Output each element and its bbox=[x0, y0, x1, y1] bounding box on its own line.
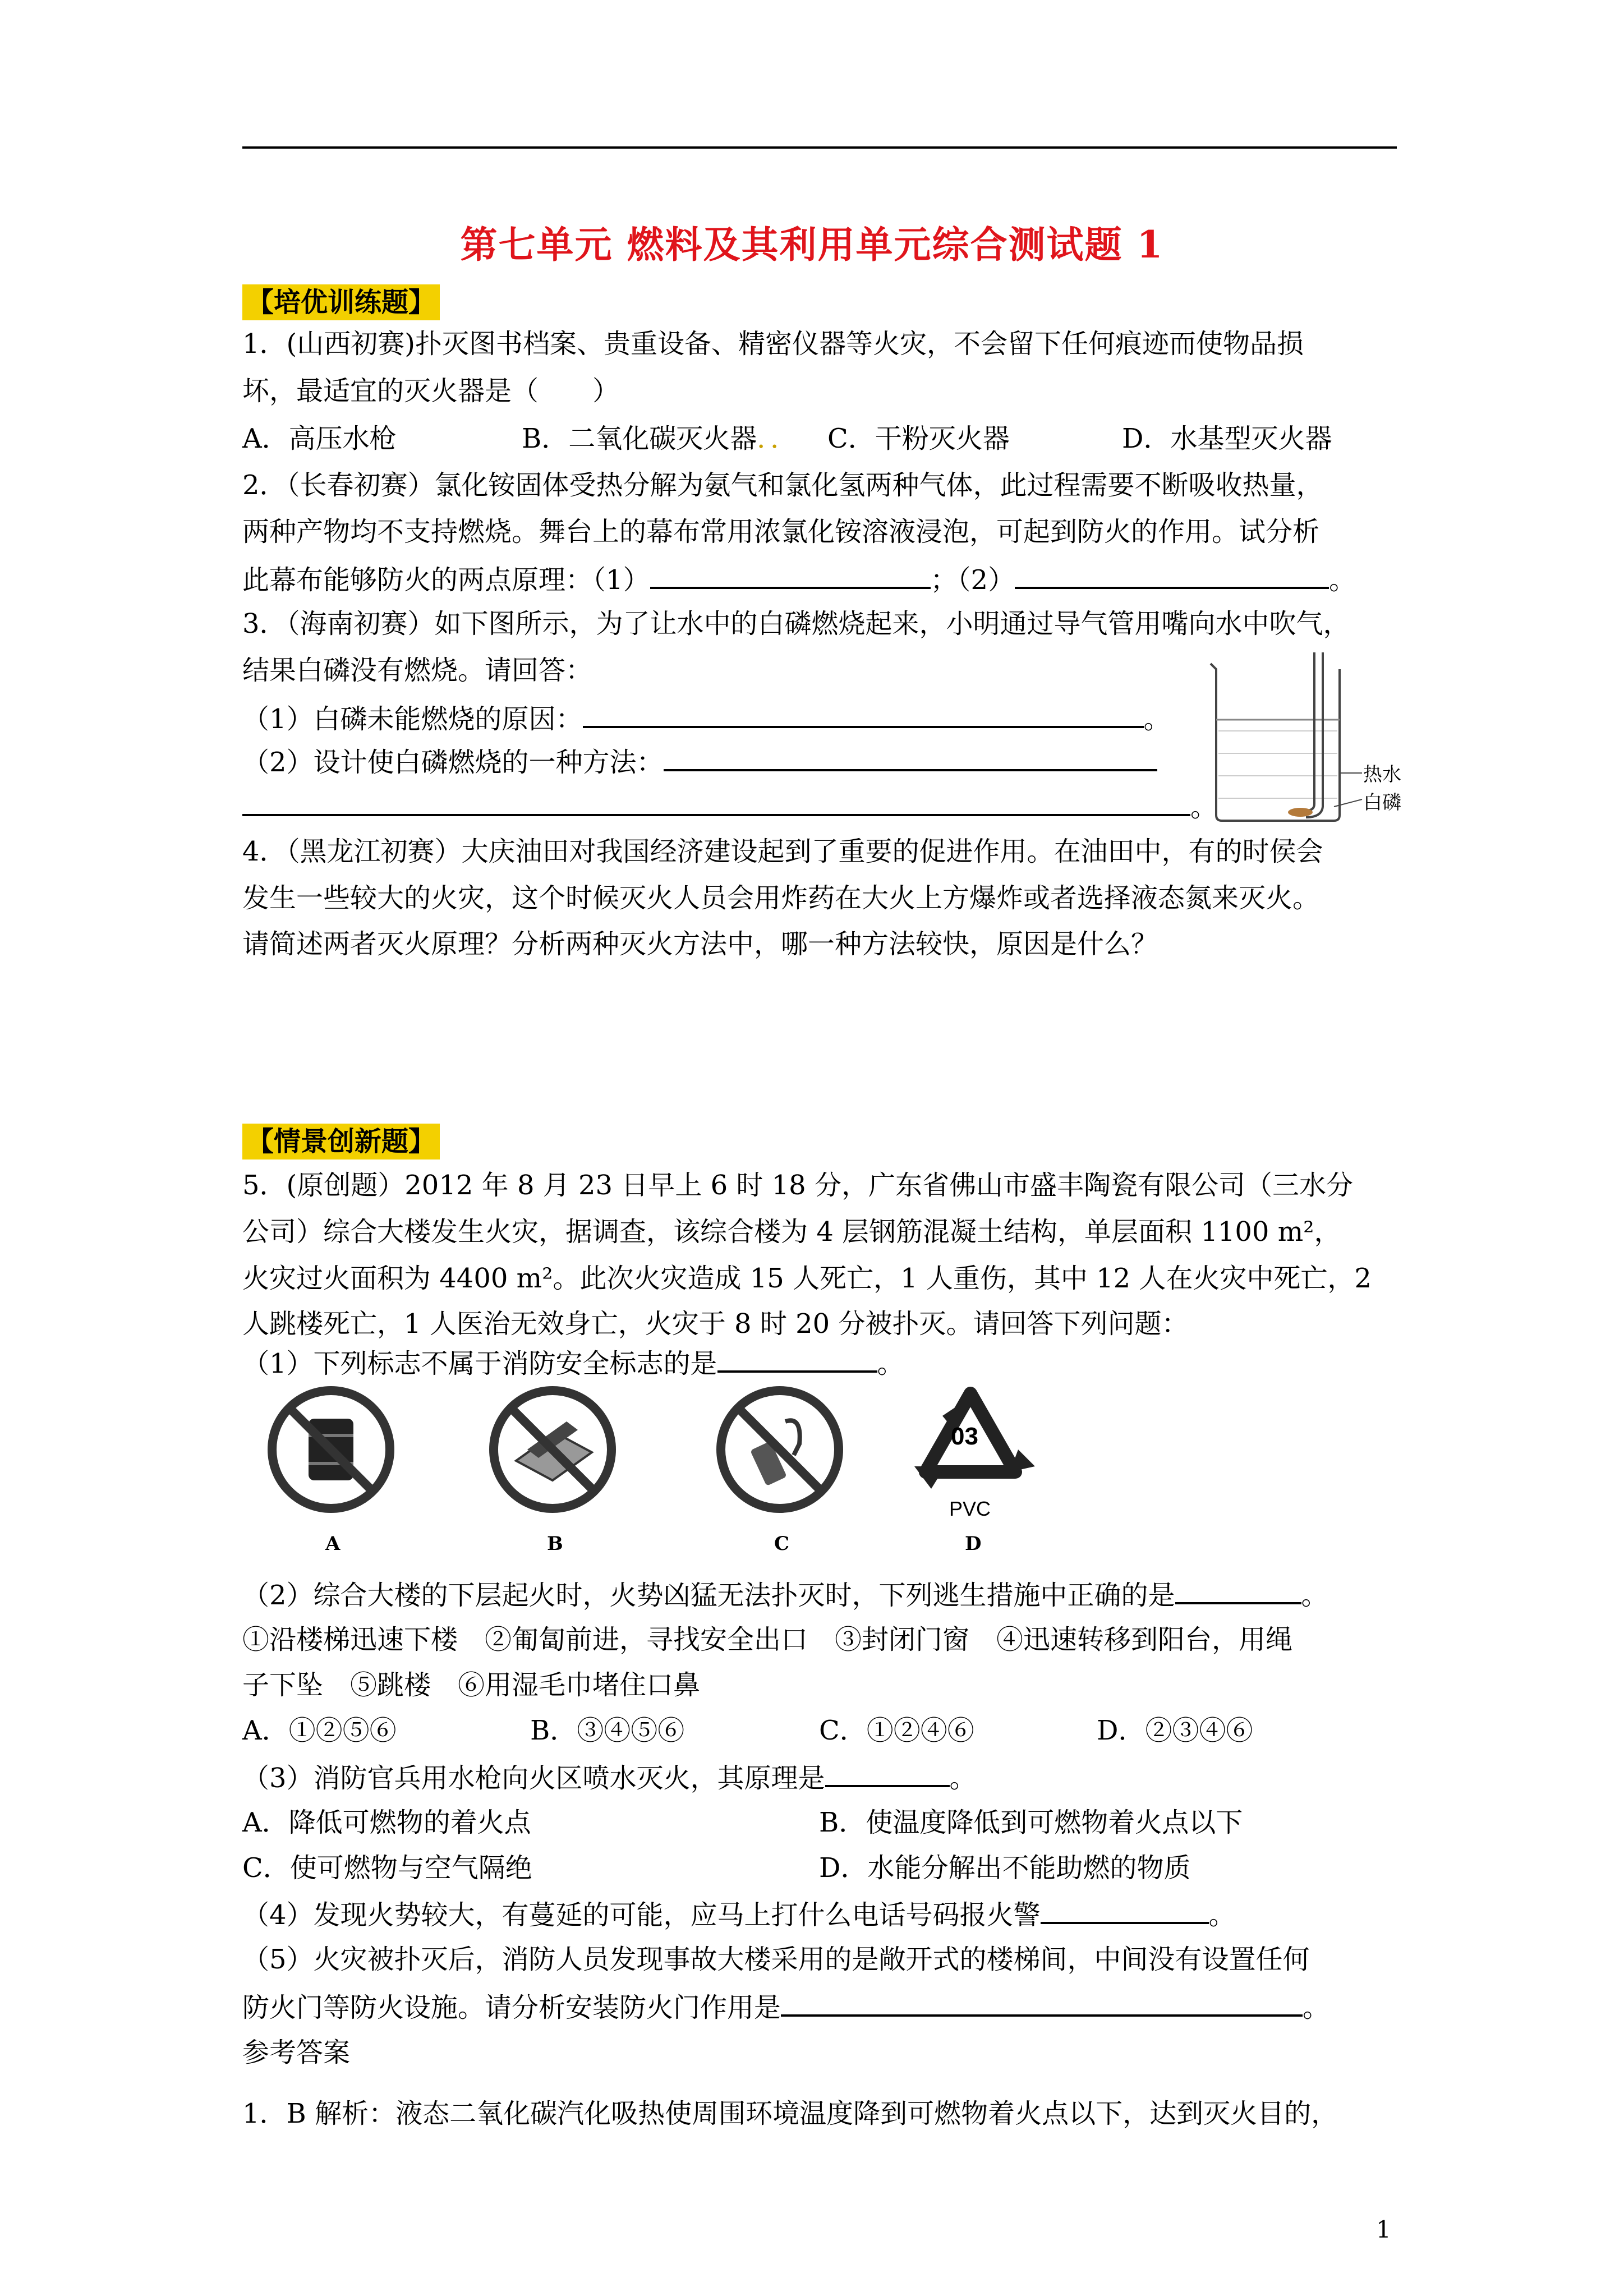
q1-text-2: 坏，最适宜的灭火器是（ ） bbox=[242, 375, 620, 407]
q3-sub-2-text: （2）设计使白磷燃烧的一种方法： bbox=[242, 747, 664, 778]
q3-sub-2-end: 。 bbox=[1190, 792, 1218, 823]
q5-part-2 bbox=[242, 1576, 1328, 1612]
q5-part-2-end: 。 bbox=[1301, 1580, 1328, 1611]
label-hot-water: 热水 bbox=[1363, 763, 1401, 786]
q2-text-3c: 。 bbox=[1329, 564, 1356, 596]
q5-part-5-end: 。 bbox=[1303, 1992, 1330, 2023]
q1-option-d: D．水基型灭火器 bbox=[1122, 423, 1332, 454]
q2-text-3 bbox=[242, 561, 1356, 597]
label-white-phosphorus: 白磷 bbox=[1363, 792, 1401, 814]
answer-blank[interactable] bbox=[781, 1989, 1303, 2017]
q3-sub-2-cont bbox=[242, 788, 1217, 824]
q5-part-5-text: 防火门等防火设施。请分析安装防火门作用是 bbox=[242, 1992, 781, 2023]
q5-part-1-end: 。 bbox=[877, 1348, 904, 1379]
q1-option-c: C．干粉灭火器 bbox=[827, 423, 1010, 454]
q3-text-1: 3．（海南初赛）如下图所示，为了让水中的白磷燃烧起来，小明通过导气管用嘴向水中吹气， bbox=[242, 608, 1350, 639]
q5-part-3-option-a: A．降低可燃物的着火点 bbox=[242, 1807, 531, 1838]
beaker-figure bbox=[1199, 652, 1418, 832]
sign-label-b: B bbox=[547, 1533, 563, 1555]
answer-blank[interactable] bbox=[1015, 561, 1329, 589]
q5-text-4: 人跳楼死亡，1 人医治无效身亡，火灾于 8 时 20 分被扑灭。请回答下列问题： bbox=[242, 1308, 1189, 1340]
q5-part-2-option-c: C．①②④⑥ bbox=[819, 1715, 974, 1746]
answer-blank[interactable] bbox=[1175, 1576, 1301, 1604]
q5-part-3 bbox=[242, 1759, 977, 1795]
q5-part-5-2 bbox=[242, 1989, 1329, 2024]
q2-text-2: 两种产物均不支持燃烧。舞台上的幕布常用浓氯化铵溶液浸泡，可起到防火的作用。试分析 bbox=[242, 516, 1320, 547]
q3-sub-2 bbox=[242, 743, 1157, 779]
q1-option-b-text: B．二氧化碳灭火器 bbox=[522, 423, 757, 454]
sign-label-a: A bbox=[325, 1533, 341, 1555]
answer-blank[interactable] bbox=[650, 561, 931, 589]
q5-part-4-text: （4）发现火势较大，有蔓延的可能，应马上打什么电话号码报火警 bbox=[242, 1899, 1041, 1931]
q5-part-2-list-2: 子下坠 ⑤跳楼 ⑥用湿毛巾堵住口鼻 bbox=[242, 1669, 701, 1701]
q5-part-1-text: （1）下列标志不属于消防安全标志的是 bbox=[242, 1348, 717, 1379]
q5-part-3-end: 。 bbox=[949, 1763, 977, 1794]
q3-sub-1 bbox=[242, 700, 1171, 736]
q5-part-2-text: （2）综合大楼的下层起火时，火势凶猛无法扑灭时，下列逃生措施中正确的是 bbox=[242, 1580, 1175, 1611]
q5-part-2-option-a: A．①②⑤⑥ bbox=[242, 1715, 397, 1746]
no-matches-sign bbox=[494, 1391, 611, 1508]
q3-sub-1-text: （1）白磷未能燃烧的原因： bbox=[242, 703, 583, 735]
q3-text-2: 结果白磷没有燃烧。请回答： bbox=[242, 655, 593, 686]
q5-part-4-end: 。 bbox=[1208, 1899, 1236, 1931]
q4-text-1: 4．（黑龙江初赛）大庆油田对我国经济建设起到了重要的促进作用。在油田中，有的时侯会 bbox=[242, 836, 1323, 867]
q5-part-5-1: （5）火灾被扑灭后，消防人员发现事故大楼采用的是敞开式的楼梯间，中间没有设置任何 bbox=[242, 1944, 1310, 1975]
sign-label-c: C bbox=[774, 1533, 790, 1555]
q2-text-3b: ；（2） bbox=[930, 564, 1015, 596]
q5-text-1: 5．(原创题）2012 年 8 月 23 日早上 6 时 18 分，广东省佛山市盛丰陶瓷有限公司（三水分 bbox=[242, 1170, 1353, 1201]
q1-text-1: 1．(山西初赛)扑灭图书档案、贵重设备、精密仪器等火灾，不会留下任何痕迹而使物品损 bbox=[242, 328, 1304, 360]
q1-option-a: A．高压水枪 bbox=[242, 423, 397, 454]
q1-option-b bbox=[522, 422, 797, 455]
page-title: 第七单元 燃料及其利用单元综合测试题 1 bbox=[460, 223, 1164, 266]
safety-signs bbox=[264, 1382, 1094, 1562]
q4-text-3: 请简述两者灭火原理？分析两种灭火方法中，哪一种方法较快，原因是什么？ bbox=[242, 928, 1158, 960]
answers-heading: 参考答案 bbox=[242, 2037, 351, 2068]
answer-blank[interactable] bbox=[583, 700, 1144, 728]
q5-part-3-option-b: B．使温度降低到可燃物着火点以下 bbox=[819, 1807, 1243, 1838]
answer-blank[interactable] bbox=[825, 1759, 950, 1787]
recycle-code: 03 bbox=[951, 1423, 978, 1450]
q5-part-4 bbox=[242, 1896, 1236, 1932]
q5-part-2-option-b: B．③④⑤⑥ bbox=[530, 1715, 685, 1746]
emphasis-dots: ．． bbox=[757, 423, 798, 454]
recycle-material: PVC bbox=[949, 1497, 991, 1520]
header-rule bbox=[242, 146, 1397, 149]
answer-blank[interactable] bbox=[664, 743, 1157, 771]
section-heading-training: 【培优训练题】 bbox=[242, 284, 440, 320]
q5-part-3-text: （3）消防官兵用水枪向火区喷水灭火，其原理是 bbox=[242, 1763, 825, 1794]
section-heading-scenario: 【情景创新题】 bbox=[242, 1124, 440, 1159]
answer-blank[interactable] bbox=[717, 1345, 877, 1373]
q5-part-1 bbox=[242, 1345, 904, 1381]
q5-part-3-option-d: D．水能分解出不能助燃的物质 bbox=[819, 1852, 1191, 1884]
sign-label-d: D bbox=[965, 1533, 982, 1555]
answer-blank[interactable] bbox=[1041, 1896, 1209, 1924]
q2-text-1: 2．（长春初赛）氯化铵固体受热分解为氨气和氯化氢两种气体，此过程需要不断吸收热量， bbox=[242, 470, 1323, 501]
no-oil-drum-sign bbox=[272, 1391, 390, 1508]
q2-text-3a: 此幕布能够防火的两点原理：（1） bbox=[242, 564, 650, 596]
q3-sub-1-end: 。 bbox=[1143, 703, 1171, 735]
page-number: 1 bbox=[1376, 2216, 1391, 2243]
q5-part-2-list-1: ①沿楼梯迅速下楼 ②匍匐前进，寻找安全出口 ③封闭门窗 ④迅速转移到阳台，用绳 bbox=[242, 1624, 1293, 1655]
q4-text-2: 发生一些较大的火灾，这个时候灭火人员会用炸药在大火上方爆炸或者选择液态氮来灭火。 bbox=[242, 882, 1320, 914]
q5-part-3-option-c: C．使可燃物与空气隔绝 bbox=[242, 1852, 532, 1884]
no-lighter-sign bbox=[721, 1391, 839, 1508]
q5-part-2-option-d: D．②③④⑥ bbox=[1097, 1715, 1253, 1746]
answer-1: 1．B 解析：液态二氧化碳汽化吸热使周围环境温度降到可燃物着火点以下，达到灭火目的， bbox=[242, 2098, 1338, 2129]
q5-text-2: 公司）综合大楼发生火灾，据调查，该综合楼为 4 层钢筋混凝土结构，单层面积 1100 m²， bbox=[242, 1216, 1341, 1248]
q5-text-3: 火灾过火面积为 4400 m²。此次火灾造成 15 人死亡，1 人重伤，其中 12 人在火灾中死亡，2 bbox=[242, 1263, 1372, 1294]
answer-blank[interactable] bbox=[242, 788, 1190, 816]
